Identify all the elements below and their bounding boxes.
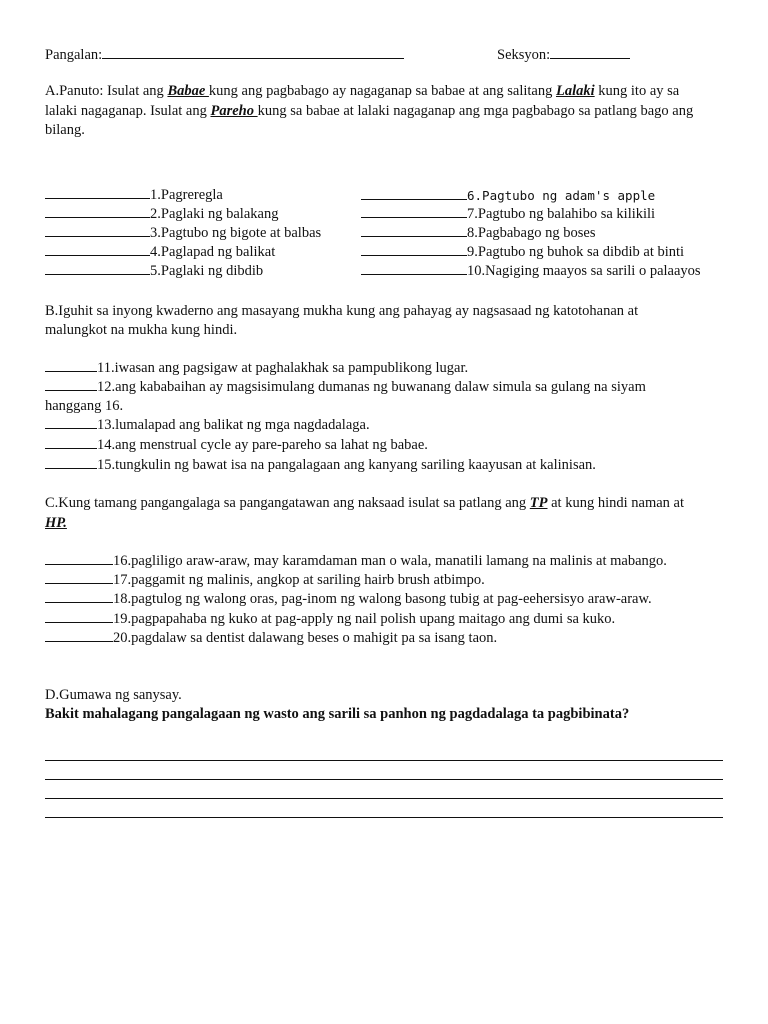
answer-blank[interactable] bbox=[361, 262, 467, 275]
part-a-instruction-line1: A.Panuto: Isulat ang Babae kung ang pagbabago ay nagaganap sa babae at ang salitang Lalaki kung ito ay sa bbox=[45, 83, 680, 99]
list-item: 11.iwasan ang pagsigaw at paghalakhak sa pampublikong lugar. bbox=[45, 359, 468, 378]
essay-answer-line[interactable] bbox=[45, 779, 723, 780]
list-item: 1.Pagreregla bbox=[45, 186, 223, 205]
keyword-lalaki: Lalaki bbox=[555, 83, 595, 99]
answer-blank[interactable] bbox=[45, 629, 113, 642]
list-item: 12.ang kababaihan ay magsisimulang dumanas ng buwanang dalaw simula sa gulang na siyam bbox=[45, 378, 646, 397]
answer-blank[interactable] bbox=[361, 205, 467, 218]
answer-blank[interactable] bbox=[45, 224, 150, 237]
section-row bbox=[497, 46, 630, 65]
section-blank[interactable] bbox=[550, 46, 630, 59]
list-item: 17.paggamit ng malinis, angkop at sariling hairb brush atbimpo. bbox=[45, 571, 485, 590]
list-item: 7.Pagtubo ng balahibo sa kilikili bbox=[361, 205, 655, 224]
keyword-pareho: Pareho bbox=[210, 103, 258, 119]
answer-blank[interactable] bbox=[45, 205, 150, 218]
section-label: Seksyon: bbox=[497, 47, 551, 63]
part-c-instruction-line2 bbox=[45, 514, 67, 533]
part-a-instruction-line3: bilang. bbox=[45, 122, 85, 138]
answer-blank[interactable] bbox=[361, 224, 467, 237]
answer-blank[interactable] bbox=[45, 359, 97, 372]
answer-blank[interactable] bbox=[361, 243, 467, 256]
answer-blank[interactable] bbox=[45, 378, 97, 391]
essay-answer-line[interactable] bbox=[45, 760, 723, 761]
essay-answer-line[interactable] bbox=[45, 798, 723, 799]
list-item: 19.pagpapahaba ng kuko at pag-apply ng nail polish upang maitago ang dumi sa kuko. bbox=[45, 610, 615, 629]
part-d-title: D.Gumawa ng sanysay. bbox=[45, 687, 182, 703]
part-b-instruction-line2: malungkot na mukha kung hindi. bbox=[45, 322, 238, 338]
list-item: 3.Pagtubo ng bigote at balbas bbox=[45, 224, 321, 243]
list-item: 16.pagliligo araw-araw, may karamdaman man o wala, manatili lamang na malinis at mabango. bbox=[45, 552, 667, 571]
list-item: 18.pagtulog ng walong oras, pag-inom ng walong basong tubig at pag-eehersisyo araw-araw. bbox=[45, 590, 652, 609]
essay-answer-line[interactable] bbox=[45, 817, 723, 818]
part-d-question: Bakit mahalagang pangalagaan ng wasto ang sarili sa panhon ng pagdadalaga ta pagbibinata? bbox=[45, 706, 630, 722]
answer-blank[interactable] bbox=[361, 187, 467, 200]
list-item: 6.Pagtubo ng adam's apple bbox=[361, 186, 655, 206]
list-item: 10.Nagiging maayos sa sarili o palaayos bbox=[361, 262, 701, 281]
list-item: 15.tungkulin ng bawat isa na pangalagaan ang kanyang sariling kaayusan at kalinisan. bbox=[45, 456, 596, 475]
keyword-tp: TP bbox=[529, 495, 548, 511]
answer-blank[interactable] bbox=[45, 590, 113, 603]
answer-blank[interactable] bbox=[45, 456, 97, 469]
list-item: 8.Pagbabago ng boses bbox=[361, 224, 595, 243]
list-item-continuation: hanggang 16. bbox=[45, 398, 124, 414]
list-item: 2.Paglaki ng balakang bbox=[45, 205, 278, 224]
list-item: 13.lumalapad ang balikat ng mga nagdadalaga. bbox=[45, 416, 370, 435]
answer-blank[interactable] bbox=[45, 436, 97, 449]
name-row bbox=[45, 46, 404, 65]
part-b-instruction-line1: B.Iguhit sa inyong kwaderno ang masayang mukha kung ang pahayag ay nagsasaad ng katotohanan at bbox=[45, 303, 639, 319]
part-a-instruction-line2: lalaki nagaganap. Isulat ang Pareho kung sa babae at lalaki nagaganap ang mga pagbabago sa patlang bago ang bbox=[45, 103, 694, 119]
list-item: 20.pagdalaw sa dentist dalawang beses o mahigit pa sa isang taon. bbox=[45, 629, 497, 648]
list-item: 5.Paglaki ng dibdib bbox=[45, 262, 263, 281]
list-item: 14.ang menstrual cycle ay pare-pareho sa lahat ng babae. bbox=[45, 436, 428, 455]
answer-blank[interactable] bbox=[45, 243, 150, 256]
list-item: 9.Pagtubo ng buhok sa dibdib at binti bbox=[361, 243, 684, 262]
answer-blank[interactable] bbox=[45, 571, 113, 584]
answer-blank[interactable] bbox=[45, 552, 113, 565]
list-item: 4.Paglapad ng balikat bbox=[45, 243, 275, 262]
answer-blank[interactable] bbox=[45, 416, 97, 429]
name-label: Pangalan: bbox=[45, 47, 103, 63]
name-blank[interactable] bbox=[102, 46, 404, 59]
part-c-instruction-line1: C.Kung tamang pangangalaga sa pangangatawan ang naksaad isulat sa patlang ang TP at kung hindi naman at bbox=[45, 495, 685, 511]
answer-blank[interactable] bbox=[45, 610, 113, 623]
answer-blank[interactable] bbox=[45, 186, 150, 199]
answer-blank[interactable] bbox=[45, 262, 150, 275]
keyword-hp: HP. bbox=[45, 515, 67, 531]
keyword-babae: Babae bbox=[167, 83, 209, 99]
